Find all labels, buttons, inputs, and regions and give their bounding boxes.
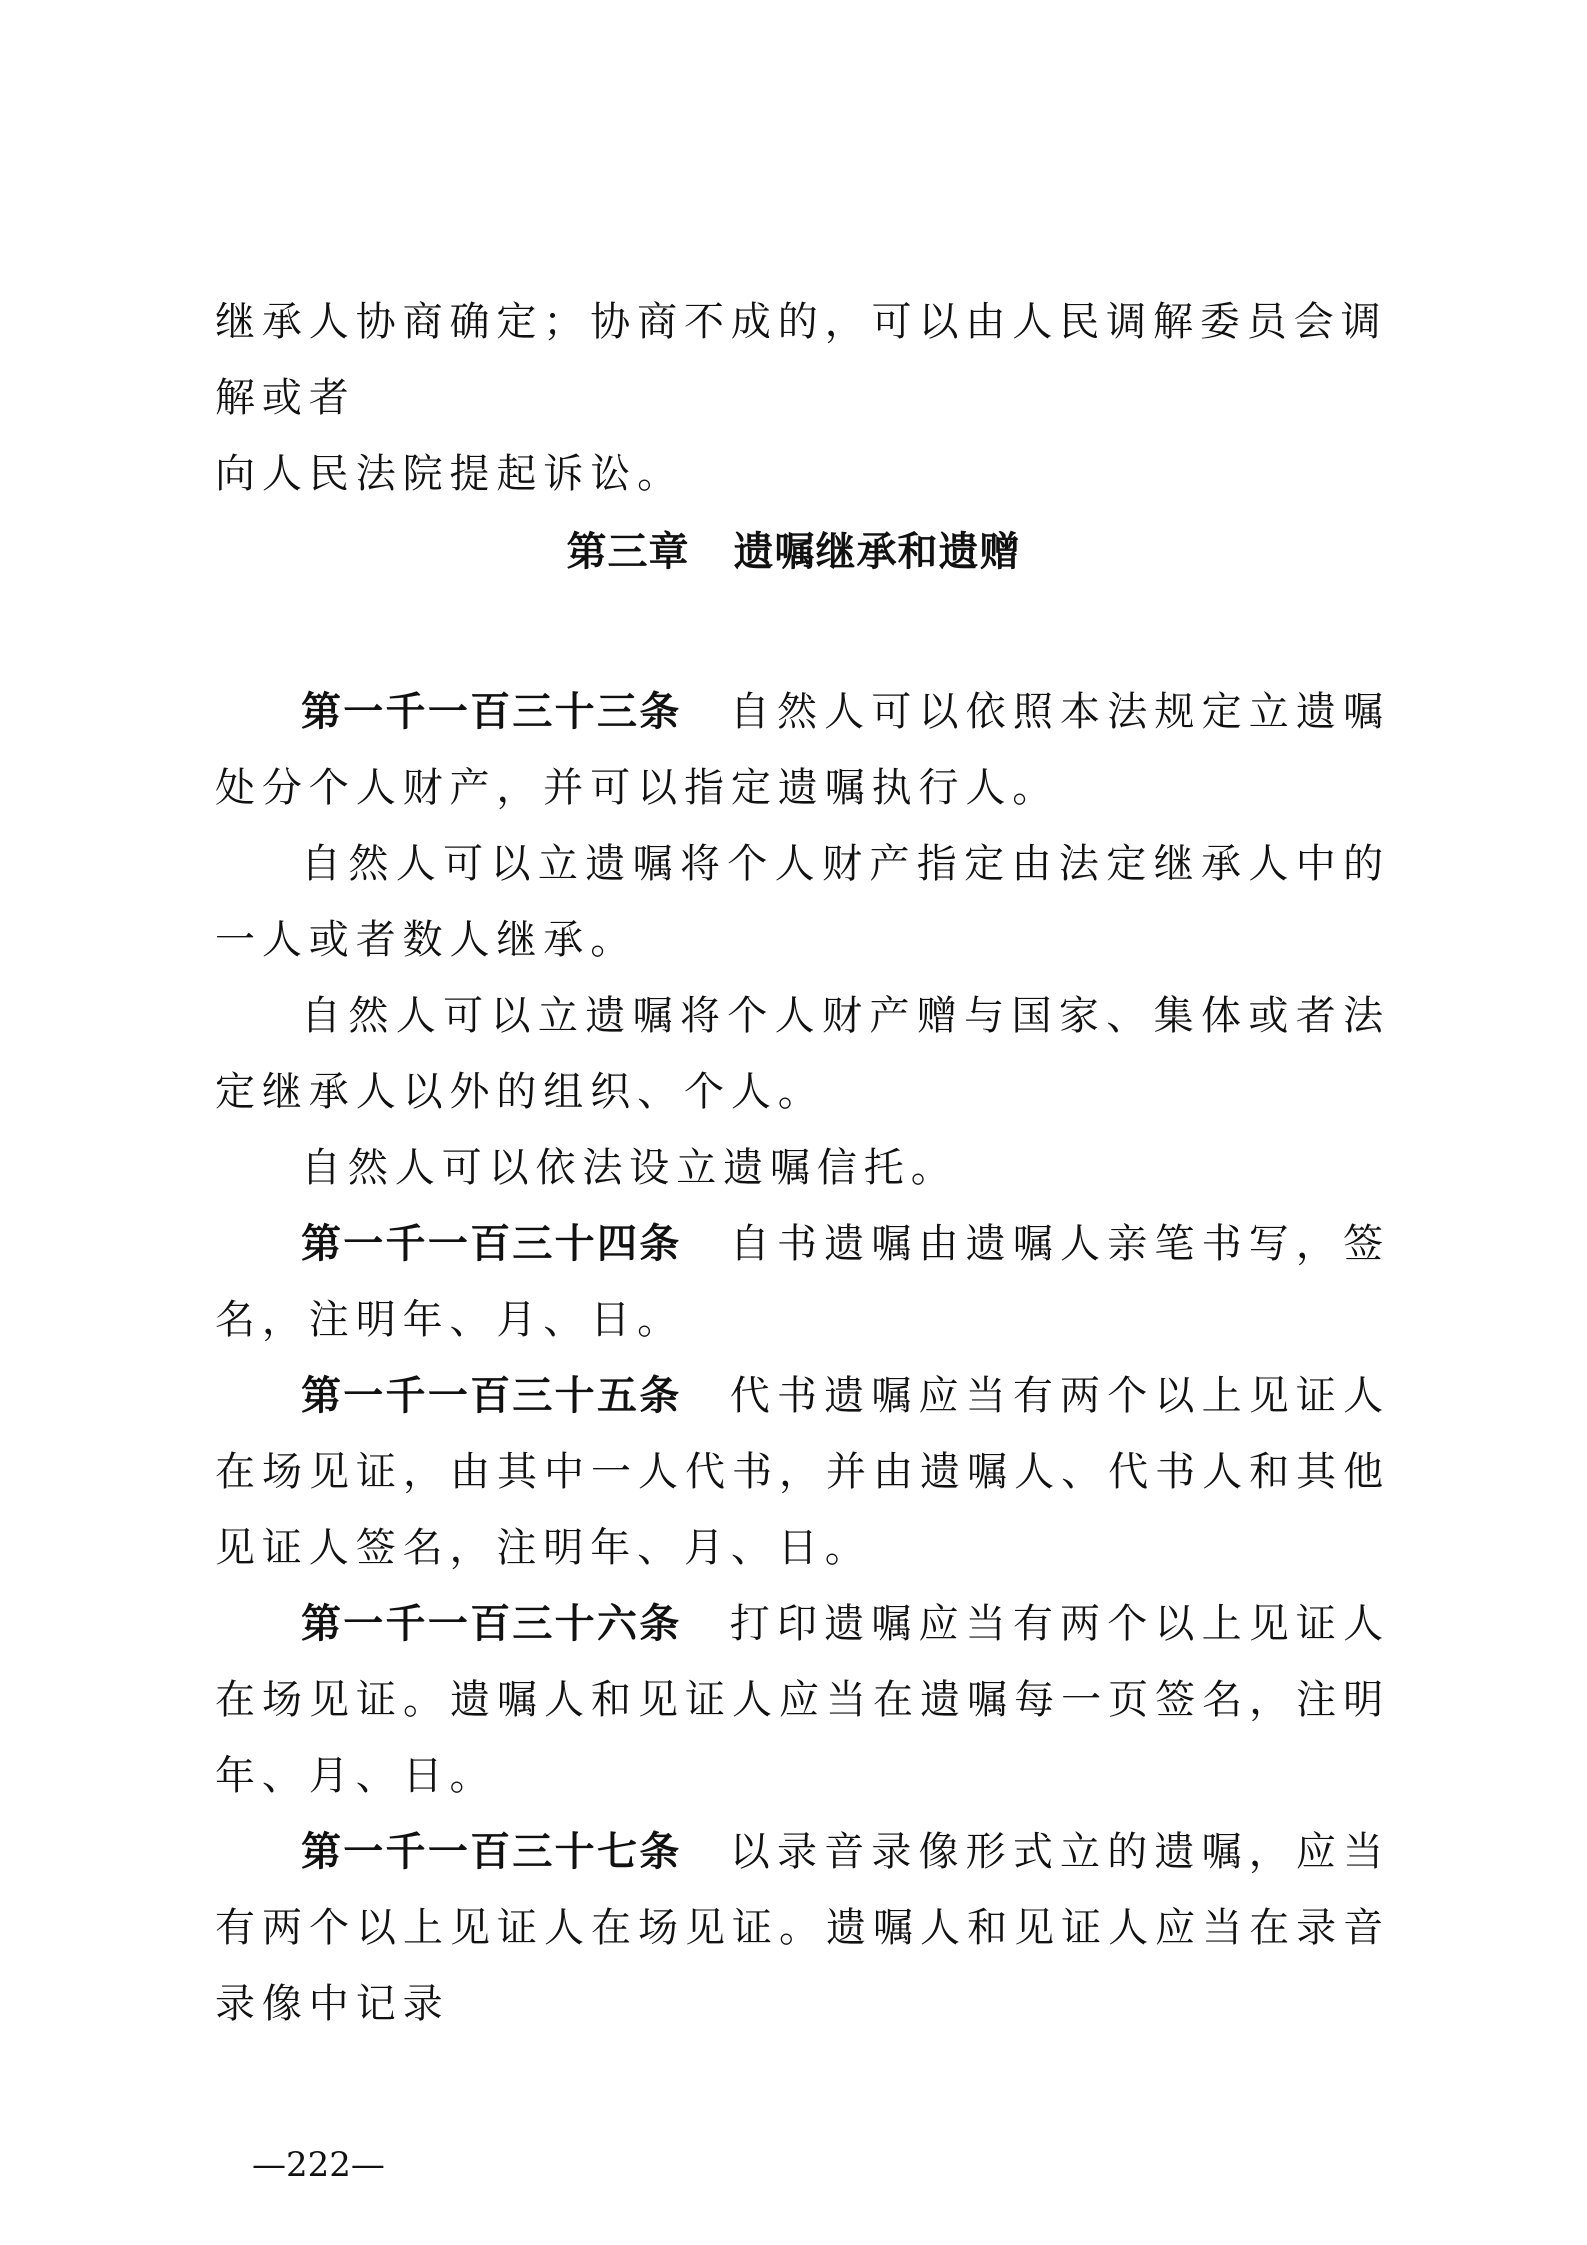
articles-block [215,674,1390,2042]
article-text: 自然人可以立遗嘱将个人财产指定由法定继承人中的一人或者数人继承。 [215,841,1390,963]
article-text: 代书遗嘱应当有两个以上见证人在场见证，由其中一人代书，并由遗嘱人、代书人和其他见证人签名，注明年、月、日。 [215,1373,1391,1571]
article-text: 自然人可以依法设立遗嘱信托。 [301,1145,958,1191]
continuation-block [215,284,1390,512]
article-1137 [215,1814,1390,2042]
article-text: 自然人可以立遗嘱将个人财产赠与国家、集体或者法定继承人以外的组织、个人。 [215,993,1390,1115]
article-1135 [215,1358,1390,1586]
article-label: 第一千一百三十六条 [301,1601,682,1647]
article-label: 第一千一百三十五条 [301,1373,682,1419]
article-1133-para-2 [215,826,1390,978]
article-text: 以录音录像形式立的遗嘱，应当有两个以上见证人在场见证。遗嘱人和见证人应当在录音录像中记录 [215,1829,1391,2027]
article-1136 [215,1586,1390,1814]
article-text: 打印遗嘱应当有两个以上见证人在场见证。遗嘱人和见证人应当在遗嘱每一页签名，注明年、月、日。 [215,1601,1391,1799]
article-text: 自书遗嘱由遗嘱人亲笔书写，签名，注明年、月、日。 [215,1221,1391,1343]
page-number: —222— [252,2145,385,2185]
continuation-line-2: 向人民法院提起诉讼。 [215,451,684,497]
article-1133-para-4 [215,1130,1390,1206]
continuation-line-1: 继承人协商确定；协商不成的，可以由人民调解委员会调解或者 [215,299,1388,421]
article-text: 自然人可以依照本法规定立遗嘱处分个人财产，并可以指定遗嘱执行人。 [215,689,1391,811]
article-1133-para-3 [215,978,1390,1130]
article-label: 第一千一百三十四条 [301,1221,682,1267]
chapter-name: 遗嘱继承和遗赠 [733,529,1021,575]
article-label: 第一千一百三十三条 [301,689,682,735]
chapter-number: 第三章 [566,529,690,575]
article-label: 第一千一百三十七条 [301,1829,682,1875]
chapter-heading [0,514,1587,590]
article-1134 [215,1206,1390,1358]
article-1133-para-1 [215,674,1390,826]
